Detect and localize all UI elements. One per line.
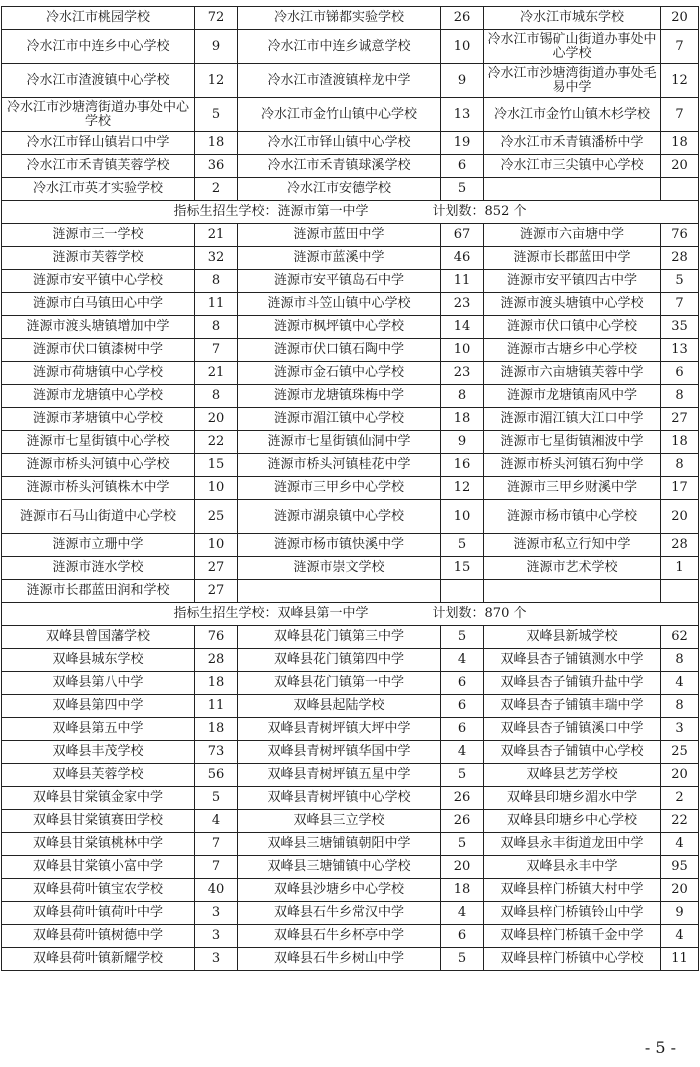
quota-count: 67	[441, 224, 484, 247]
school-name: 双峰县梓门桥镇中心学校	[484, 948, 661, 971]
quota-count: 8	[661, 454, 699, 477]
school-name: 双峰县曾国藩学校	[2, 626, 195, 649]
school-name: 涟源市龙塘镇中心学校	[2, 385, 195, 408]
quota-count: 36	[195, 155, 238, 178]
school-name: 冷水江市中连乡诚意学校	[238, 30, 441, 64]
school-name	[484, 580, 661, 603]
quota-count: 56	[195, 764, 238, 787]
school-name: 涟源市杨市镇中心学校	[484, 500, 661, 534]
table-row	[2, 534, 699, 557]
table-row	[2, 477, 699, 500]
school-name: 双峰县梓门桥镇大村中学	[484, 879, 661, 902]
school-name: 双峰县石牛乡杯亭中学	[238, 925, 441, 948]
quota-count: 4	[661, 672, 699, 695]
school-name: 涟源市蓝田中学	[238, 224, 441, 247]
quota-count: 28	[195, 649, 238, 672]
school-name: 涟源市龙塘镇南风中学	[484, 385, 661, 408]
quota-count: 17	[661, 477, 699, 500]
quota-count	[441, 580, 484, 603]
quota-count: 27	[195, 580, 238, 603]
school-name: 双峰县石牛乡常汉中学	[238, 902, 441, 925]
quota-count: 6	[441, 672, 484, 695]
table-row	[2, 270, 699, 293]
table-row	[2, 810, 699, 833]
school-name: 双峰县印塘乡中心学校	[484, 810, 661, 833]
table-row	[2, 224, 699, 247]
school-name: 涟源市湄江镇中心学校	[238, 408, 441, 431]
school-name: 涟源市安平镇四古中学	[484, 270, 661, 293]
school-name: 双峰县荷叶镇宝农学校	[2, 879, 195, 902]
quota-count: 18	[195, 672, 238, 695]
table-row	[2, 856, 699, 879]
table-row	[2, 649, 699, 672]
quota-count: 28	[661, 247, 699, 270]
quota-count: 20	[661, 879, 699, 902]
quota-count: 25	[195, 500, 238, 534]
page-number: - 5 -	[644, 1038, 676, 1057]
section-header-row	[2, 201, 699, 224]
school-name: 涟源市七星街镇湘波中学	[484, 431, 661, 454]
school-name: 双峰县荷叶镇新耀学校	[2, 948, 195, 971]
school-name: 涟源市七星街镇中心学校	[2, 431, 195, 454]
section-header	[2, 603, 699, 626]
school-name: 冷水江市渣渡镇中心学校	[2, 64, 195, 98]
quota-count: 3	[195, 948, 238, 971]
quota-count: 5	[441, 833, 484, 856]
school-name: 冷水江市桃园学校	[2, 7, 195, 30]
table-row	[2, 580, 699, 603]
quota-count: 18	[195, 132, 238, 155]
quota-count: 4	[195, 810, 238, 833]
quota-count: 5	[195, 98, 238, 132]
quota-count: 4	[441, 902, 484, 925]
quota-count: 10	[441, 339, 484, 362]
table-row	[2, 626, 699, 649]
quota-count: 2	[195, 178, 238, 201]
section-school: 指标生招生学校：双峰县第一中学	[173, 606, 369, 621]
school-name: 双峰县甘棠镇赛田学校	[2, 810, 195, 833]
school-quota-table	[1, 6, 699, 971]
school-name: 涟源市金石镇中心学校	[238, 362, 441, 385]
school-name: 涟源市湄江镇大江口中学	[484, 408, 661, 431]
school-name: 涟源市桥头河镇株木中学	[2, 477, 195, 500]
quota-count: 7	[195, 339, 238, 362]
quota-count: 4	[441, 649, 484, 672]
section-header	[2, 201, 699, 224]
table-body	[2, 7, 699, 971]
school-name: 涟源市芙蓉学校	[2, 247, 195, 270]
school-name: 涟源市伏口镇中心学校	[484, 316, 661, 339]
quota-count: 11	[195, 293, 238, 316]
quota-count: 25	[661, 741, 699, 764]
school-name: 涟源市长郡蓝田润和学校	[2, 580, 195, 603]
school-name: 双峰县城东学校	[2, 649, 195, 672]
school-name: 双峰县三立学校	[238, 810, 441, 833]
quota-count: 2	[661, 787, 699, 810]
quota-count: 3	[195, 925, 238, 948]
quota-count: 5	[441, 764, 484, 787]
quota-count	[661, 580, 699, 603]
school-name: 双峰县三塘铺镇中心学校	[238, 856, 441, 879]
quota-count: 9	[661, 902, 699, 925]
quota-count: 9	[441, 64, 484, 98]
quota-count: 4	[661, 925, 699, 948]
school-name: 双峰县青树坪镇华国中学	[238, 741, 441, 764]
school-name: 涟源市崇文学校	[238, 557, 441, 580]
quota-count: 15	[441, 557, 484, 580]
quota-count: 76	[661, 224, 699, 247]
section-plan-count: 计划数：870 个	[432, 606, 527, 621]
quota-count: 26	[441, 787, 484, 810]
school-name: 双峰县杏子铺镇溪口中学	[484, 718, 661, 741]
table-row	[2, 30, 699, 64]
table-row	[2, 879, 699, 902]
quota-count: 11	[195, 695, 238, 718]
table-row	[2, 7, 699, 30]
school-name: 双峰县第五中学	[2, 718, 195, 741]
school-name: 涟源市古塘乡中心学校	[484, 339, 661, 362]
school-name: 冷水江市禾青镇球溪学校	[238, 155, 441, 178]
quota-count: 8	[661, 385, 699, 408]
table-row	[2, 833, 699, 856]
quota-count: 20	[661, 155, 699, 178]
quota-count: 13	[441, 98, 484, 132]
school-name: 双峰县永丰街道龙田中学	[484, 833, 661, 856]
table-row	[2, 741, 699, 764]
table-row	[2, 408, 699, 431]
quota-count: 11	[441, 270, 484, 293]
quota-count: 40	[195, 879, 238, 902]
quota-count: 21	[195, 224, 238, 247]
quota-count: 7	[661, 98, 699, 132]
school-name: 双峰县杏子铺镇测水中学	[484, 649, 661, 672]
school-name: 双峰县杏子铺镇升盐中学	[484, 672, 661, 695]
school-name: 涟源市石马山街道中心学校	[2, 500, 195, 534]
quota-count: 15	[195, 454, 238, 477]
quota-count: 3	[195, 902, 238, 925]
quota-count: 18	[441, 408, 484, 431]
quota-count: 28	[661, 534, 699, 557]
school-name: 双峰县杏子铺镇丰瑞中学	[484, 695, 661, 718]
quota-count: 20	[661, 7, 699, 30]
school-name: 涟源市伏口镇漆树中学	[2, 339, 195, 362]
school-name: 冷水江市沙塘湾街道办事处毛易中学	[484, 64, 661, 98]
quota-count: 8	[195, 385, 238, 408]
school-name: 双峰县第四中学	[2, 695, 195, 718]
table-row	[2, 293, 699, 316]
school-name: 涟源市桥头河镇中心学校	[2, 454, 195, 477]
table-row	[2, 454, 699, 477]
quota-count: 11	[661, 948, 699, 971]
quota-count: 26	[441, 7, 484, 30]
table-row	[2, 500, 699, 534]
school-name: 涟源市伏口镇石陶中学	[238, 339, 441, 362]
school-name: 涟源市艺术学校	[484, 557, 661, 580]
school-name: 双峰县三塘铺镇朝阳中学	[238, 833, 441, 856]
school-name: 涟源市立珊中学	[2, 534, 195, 557]
school-name: 冷水江市安德学校	[238, 178, 441, 201]
school-name: 冷水江市三尖镇中心学校	[484, 155, 661, 178]
school-name	[484, 178, 661, 201]
school-name: 双峰县梓门桥镇铃山中学	[484, 902, 661, 925]
school-name: 涟源市斗笠山镇中心学校	[238, 293, 441, 316]
school-name: 涟源市涟水学校	[2, 557, 195, 580]
school-name: 冷水江市金竹山镇中心学校	[238, 98, 441, 132]
school-name: 冷水江市城东学校	[484, 7, 661, 30]
school-name: 冷水江市铎山镇岩口中学	[2, 132, 195, 155]
quota-count: 12	[195, 64, 238, 98]
quota-count: 12	[661, 64, 699, 98]
quota-count: 8	[195, 316, 238, 339]
school-name: 双峰县沙塘乡中心学校	[238, 879, 441, 902]
school-name: 冷水江市金竹山镇木杉学校	[484, 98, 661, 132]
table-row	[2, 178, 699, 201]
quota-count: 3	[661, 718, 699, 741]
quota-count: 73	[195, 741, 238, 764]
quota-count: 5	[441, 626, 484, 649]
school-name: 涟源市枫坪镇中心学校	[238, 316, 441, 339]
quota-count: 8	[661, 649, 699, 672]
quota-count: 72	[195, 7, 238, 30]
quota-count: 23	[441, 293, 484, 316]
school-name: 涟源市杨市镇快溪中学	[238, 534, 441, 557]
table-row	[2, 385, 699, 408]
table-row	[2, 362, 699, 385]
quota-count: 5	[441, 178, 484, 201]
quota-count: 16	[441, 454, 484, 477]
quota-count: 95	[661, 856, 699, 879]
school-name: 涟源市安平镇中心学校	[2, 270, 195, 293]
school-name: 双峰县永丰中学	[484, 856, 661, 879]
quota-count: 18	[661, 431, 699, 454]
quota-count: 27	[195, 557, 238, 580]
school-name: 冷水江市铎山镇中心学校	[238, 132, 441, 155]
school-name: 双峰县杏子铺镇中心学校	[484, 741, 661, 764]
table-row	[2, 98, 699, 132]
school-name: 双峰县新城学校	[484, 626, 661, 649]
school-name: 涟源市龙塘镇珠梅中学	[238, 385, 441, 408]
school-name: 涟源市三一学校	[2, 224, 195, 247]
quota-count: 27	[661, 408, 699, 431]
quota-count: 26	[441, 810, 484, 833]
school-name	[238, 580, 441, 603]
quota-count: 22	[195, 431, 238, 454]
quota-count: 5	[441, 534, 484, 557]
school-name: 双峰县第八中学	[2, 672, 195, 695]
school-name: 冷水江市渣渡镇梓龙中学	[238, 64, 441, 98]
quota-count: 5	[195, 787, 238, 810]
table-row	[2, 155, 699, 178]
school-name: 冷水江市禾青镇潘桥中学	[484, 132, 661, 155]
school-name: 双峰县荷叶镇树德中学	[2, 925, 195, 948]
table-row	[2, 925, 699, 948]
school-name: 冷水江市沙塘湾街道办事处中心学校	[2, 98, 195, 132]
quota-count: 20	[195, 408, 238, 431]
quota-count: 1	[661, 557, 699, 580]
quota-count: 10	[441, 30, 484, 64]
school-name: 涟源市三甲乡财溪中学	[484, 477, 661, 500]
school-name: 涟源市白马镇田心中学	[2, 293, 195, 316]
quota-count: 20	[441, 856, 484, 879]
quota-count: 22	[661, 810, 699, 833]
section-school: 指标生招生学校：涟源市第一中学	[173, 204, 369, 219]
school-name: 双峰县花门镇第一中学	[238, 672, 441, 695]
school-name: 涟源市长郡蓝田中学	[484, 247, 661, 270]
quota-count: 21	[195, 362, 238, 385]
school-name: 涟源市湖泉镇中心学校	[238, 500, 441, 534]
quota-count: 8	[441, 385, 484, 408]
quota-count: 7	[195, 856, 238, 879]
table-row	[2, 902, 699, 925]
quota-count: 62	[661, 626, 699, 649]
table-row	[2, 316, 699, 339]
school-name: 涟源市桥头河镇石狗中学	[484, 454, 661, 477]
school-name: 双峰县艺芳学校	[484, 764, 661, 787]
quota-count: 7	[195, 833, 238, 856]
quota-count: 9	[441, 431, 484, 454]
quota-count: 8	[195, 270, 238, 293]
school-name: 双峰县青树坪镇五星中学	[238, 764, 441, 787]
school-name: 涟源市蓝溪中学	[238, 247, 441, 270]
school-name: 涟源市荷塘镇中心学校	[2, 362, 195, 385]
school-name: 双峰县石牛乡树山中学	[238, 948, 441, 971]
school-name: 双峰县甘棠镇金家中学	[2, 787, 195, 810]
school-name: 双峰县青树坪镇大坪中学	[238, 718, 441, 741]
quota-count: 20	[661, 764, 699, 787]
quota-count: 5	[661, 270, 699, 293]
school-name: 冷水江市中连乡中心学校	[2, 30, 195, 64]
quota-count: 14	[441, 316, 484, 339]
school-name: 涟源市渡头塘镇增加中学	[2, 316, 195, 339]
quota-count: 6	[441, 925, 484, 948]
quota-count: 19	[441, 132, 484, 155]
table-row	[2, 718, 699, 741]
quota-count: 10	[441, 500, 484, 534]
school-name: 双峰县丰茂学校	[2, 741, 195, 764]
school-name: 双峰县花门镇第四中学	[238, 649, 441, 672]
quota-count: 12	[441, 477, 484, 500]
quota-count: 7	[661, 30, 699, 64]
quota-count: 46	[441, 247, 484, 270]
school-name: 冷水江市锑都实验学校	[238, 7, 441, 30]
quota-count: 9	[195, 30, 238, 64]
school-name: 涟源市茅塘镇中心学校	[2, 408, 195, 431]
quota-count: 4	[661, 833, 699, 856]
school-name: 涟源市六亩塘镇芙蓉中学	[484, 362, 661, 385]
school-name: 双峰县青树坪镇中心学校	[238, 787, 441, 810]
school-name: 冷水江市禾青镇芙蓉学校	[2, 155, 195, 178]
table-row	[2, 557, 699, 580]
school-name: 双峰县甘棠镇小富中学	[2, 856, 195, 879]
school-name: 涟源市私立行知中学	[484, 534, 661, 557]
quota-count: 32	[195, 247, 238, 270]
quota-count: 6	[441, 155, 484, 178]
school-name: 涟源市桥头河镇桂花中学	[238, 454, 441, 477]
school-name: 双峰县荷叶镇荷叶中学	[2, 902, 195, 925]
table-row	[2, 132, 699, 155]
quota-count: 5	[441, 948, 484, 971]
school-name: 双峰县芙蓉学校	[2, 764, 195, 787]
quota-count: 10	[195, 477, 238, 500]
table-row	[2, 672, 699, 695]
school-name: 冷水江市英才实验学校	[2, 178, 195, 201]
quota-count: 4	[441, 741, 484, 764]
school-name: 涟源市安平镇岛石中学	[238, 270, 441, 293]
school-name: 涟源市六亩塘中学	[484, 224, 661, 247]
quota-count: 20	[661, 500, 699, 534]
school-name: 双峰县印塘乡湄水中学	[484, 787, 661, 810]
school-name: 冷水江市锡矿山街道办事处中心学校	[484, 30, 661, 64]
quota-count	[661, 178, 699, 201]
quota-count: 13	[661, 339, 699, 362]
school-name: 双峰县甘棠镇桃林中学	[2, 833, 195, 856]
quota-count: 35	[661, 316, 699, 339]
quota-count: 6	[441, 718, 484, 741]
table-row	[2, 247, 699, 270]
quota-count: 10	[195, 534, 238, 557]
table-row	[2, 764, 699, 787]
quota-count: 18	[195, 718, 238, 741]
table-row	[2, 339, 699, 362]
quota-count: 76	[195, 626, 238, 649]
section-plan-count: 计划数：852 个	[432, 204, 527, 219]
school-name: 双峰县梓门桥镇千金中学	[484, 925, 661, 948]
table-row	[2, 431, 699, 454]
table-row	[2, 787, 699, 810]
quota-count: 18	[441, 879, 484, 902]
quota-count: 7	[661, 293, 699, 316]
school-name: 涟源市三甲乡中心学校	[238, 477, 441, 500]
school-name: 双峰县起陆学校	[238, 695, 441, 718]
quota-count: 6	[441, 695, 484, 718]
table-row	[2, 948, 699, 971]
school-name: 涟源市七星街镇仙洞中学	[238, 431, 441, 454]
school-name: 涟源市渡头塘镇中心学校	[484, 293, 661, 316]
quota-count: 6	[661, 362, 699, 385]
quota-count: 23	[441, 362, 484, 385]
quota-count: 8	[661, 695, 699, 718]
quota-count: 18	[661, 132, 699, 155]
section-header-row	[2, 603, 699, 626]
table-row	[2, 695, 699, 718]
table-row	[2, 64, 699, 98]
school-name: 双峰县花门镇第三中学	[238, 626, 441, 649]
